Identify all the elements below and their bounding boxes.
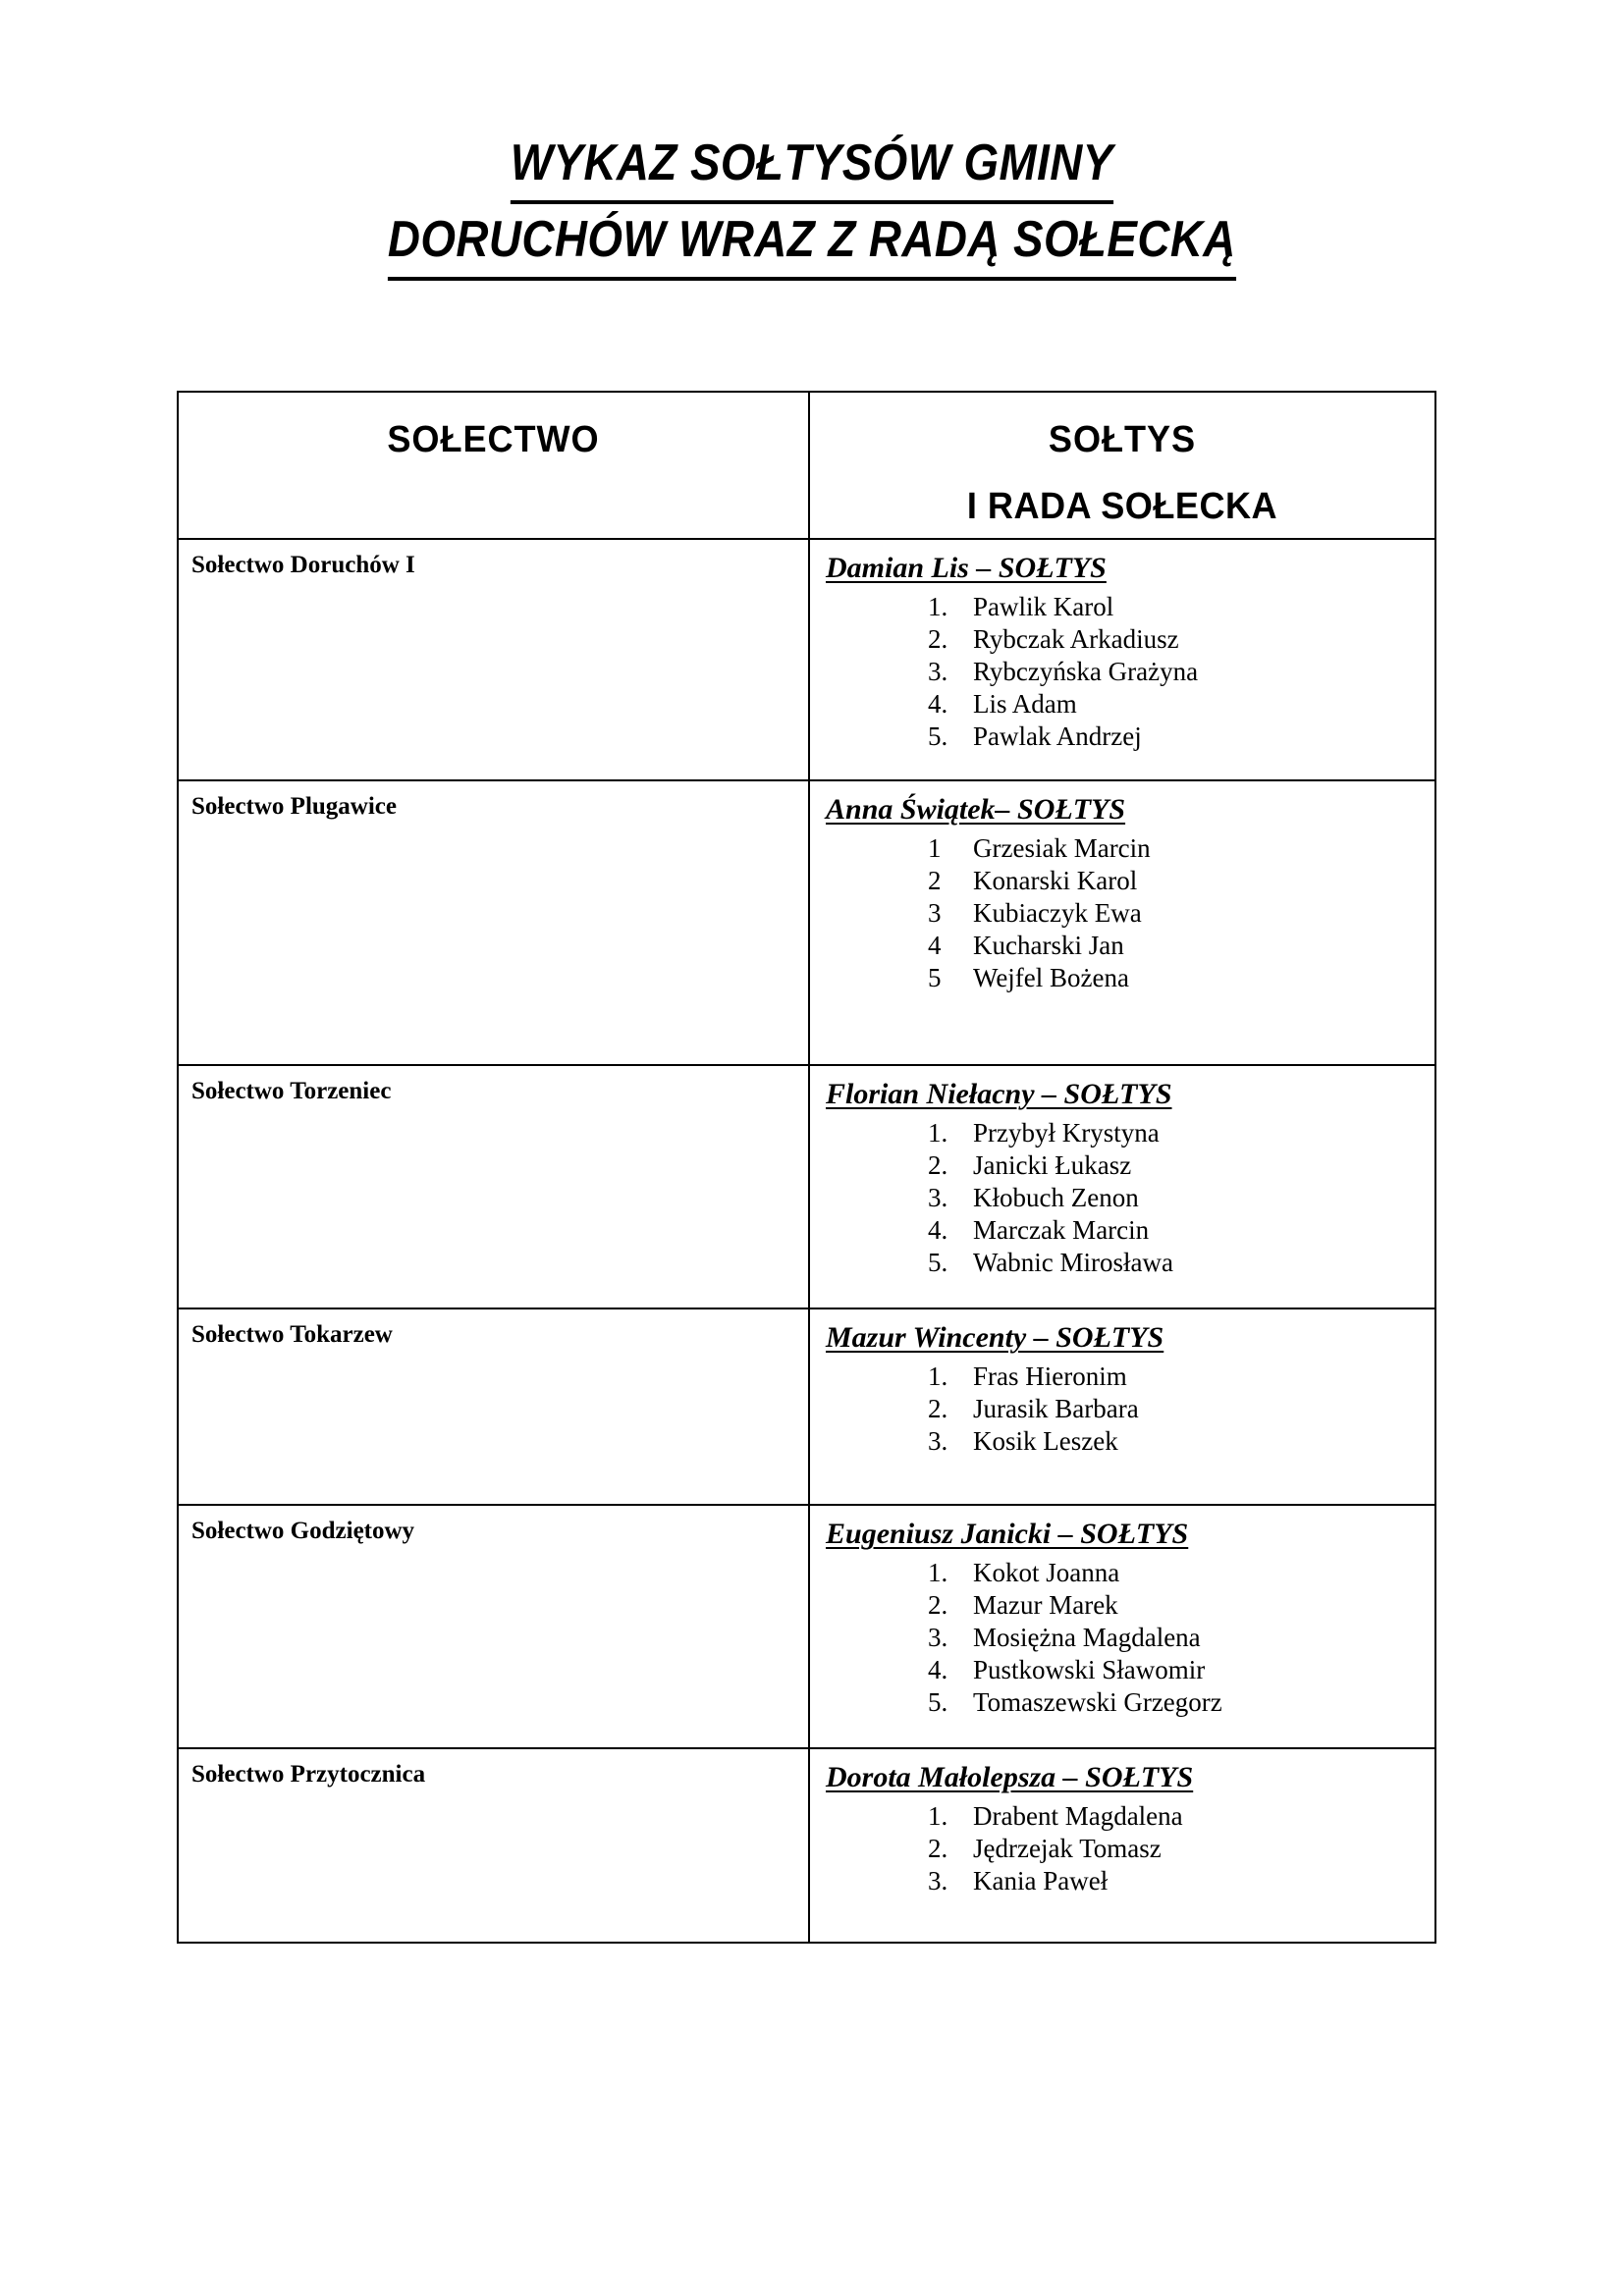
list-item (928, 591, 1434, 623)
list-item-name: Fras Hieronim (973, 1362, 1127, 1391)
soltys-block (810, 1309, 1434, 1471)
list-item-name: Kania Paweł (973, 1866, 1109, 1896)
list-item-number: 5. (928, 721, 948, 751)
list-item-name: Janicki Łukasz (973, 1150, 1132, 1180)
title-line-2 (0, 204, 1623, 281)
soltysi-table (177, 391, 1436, 1944)
list-item-number: 1 (928, 833, 942, 863)
list-item-name: Tomaszewski Grzegorz (973, 1687, 1222, 1717)
cell-soltys (809, 780, 1435, 1065)
header-label-solectwo: SOŁECTWO (387, 419, 600, 460)
solectwo-name: Sołectwo Torzeniec (191, 1078, 392, 1104)
rada-solecka-list (826, 1800, 1434, 1897)
list-item-number: 2. (928, 1394, 948, 1423)
header-label-rada-solecka: I RADA SOŁECKA (966, 486, 1278, 527)
solectwo-name: Sołectwo Przytocznica (191, 1761, 426, 1788)
list-item (928, 930, 1434, 962)
list-item-name: Kosik Leszek (973, 1426, 1118, 1456)
cell-soltys (809, 1308, 1435, 1505)
title-line-2-text: DORUCHÓW WRAZ Z RADĄ SOŁECKĄ (388, 204, 1236, 281)
list-item-number: 3. (928, 1183, 948, 1212)
list-item-name: Jurasik Barbara (973, 1394, 1139, 1423)
table-row (178, 780, 1435, 1065)
soltys-name: Mazur Wincenty – SOŁTYS (826, 1321, 1164, 1354)
rada-solecka-list (826, 1117, 1434, 1279)
list-item-number: 3. (928, 1623, 948, 1652)
list-item-name: Drabent Magdalena (973, 1801, 1183, 1831)
list-item (928, 1589, 1434, 1622)
list-item-number: 4. (928, 1655, 948, 1684)
list-item (928, 1425, 1434, 1458)
list-item (928, 688, 1434, 721)
list-item-name: Mazur Marek (973, 1590, 1118, 1620)
list-item (928, 1800, 1434, 1833)
solectwo-name: Sołectwo Doruchów I (191, 552, 415, 578)
list-item-number: 1. (928, 1801, 948, 1831)
list-item-number: 2. (928, 1590, 948, 1620)
rada-solecka-list (826, 591, 1434, 753)
table-row (178, 1065, 1435, 1308)
soltys-block (810, 781, 1434, 1008)
header-cell-solectwo (178, 392, 809, 539)
list-item-name: Rybczak Arkadiusz (973, 624, 1179, 654)
list-item (928, 1214, 1434, 1247)
soltys-name: Anna Świątek– SOŁTYS (826, 793, 1126, 826)
cell-solectwo (178, 539, 809, 780)
table-row (178, 1505, 1435, 1748)
soltys-block (810, 1749, 1434, 1911)
table-row (178, 1308, 1435, 1505)
list-item-name: Przybył Krystyna (973, 1118, 1160, 1148)
list-item-name: Rybczyńska Grażyna (973, 657, 1199, 686)
list-item (928, 623, 1434, 656)
soltys-block (810, 540, 1434, 767)
cell-soltys (809, 1065, 1435, 1308)
list-item (928, 865, 1434, 897)
cell-solectwo (178, 1308, 809, 1505)
soltys-name: Dorota Małolepsza – SOŁTYS (826, 1761, 1194, 1793)
cell-solectwo (178, 780, 809, 1065)
cell-solectwo (178, 1505, 809, 1748)
solectwo-name: Sołectwo Godziętowy (191, 1518, 415, 1544)
cell-solectwo (178, 1748, 809, 1943)
list-item-number: 1. (928, 1362, 948, 1391)
document-title (0, 128, 1623, 281)
list-item-name: Wabnic Mirosława (973, 1248, 1174, 1277)
list-item (928, 1654, 1434, 1686)
list-item-number: 1. (928, 1558, 948, 1587)
table-header-row (178, 392, 1435, 539)
list-item (928, 962, 1434, 994)
list-item-name: Pawlak Andrzej (973, 721, 1142, 751)
list-item-number: 2. (928, 1834, 948, 1863)
list-item (928, 832, 1434, 865)
list-item (928, 1686, 1434, 1719)
list-item-number: 3. (928, 1866, 948, 1896)
table-row (178, 539, 1435, 780)
list-item-name: Pawlik Karol (973, 592, 1114, 621)
list-item-number: 5. (928, 1687, 948, 1717)
list-item-number: 4 (928, 931, 942, 960)
list-item-name: Marczak Marcin (973, 1215, 1150, 1245)
list-item-number: 4. (928, 1215, 948, 1245)
list-item-name: Kłobuch Zenon (973, 1183, 1139, 1212)
list-item-number: 3. (928, 657, 948, 686)
list-item-number: 2 (928, 866, 942, 895)
title-line-1 (0, 128, 1623, 204)
list-item (928, 1622, 1434, 1654)
list-item (928, 1833, 1434, 1865)
list-item (928, 1117, 1434, 1149)
solectwo-name: Sołectwo Tokarzew (191, 1321, 393, 1348)
list-item-name: Konarski Karol (973, 866, 1138, 895)
list-item-number: 2. (928, 1150, 948, 1180)
list-item (928, 897, 1434, 930)
soltys-name: Eugeniusz Janicki – SOŁTYS (826, 1518, 1189, 1550)
cell-solectwo (178, 1065, 809, 1308)
list-item-number: 4. (928, 689, 948, 719)
list-item (928, 1247, 1434, 1279)
table-body (178, 392, 1435, 1943)
solectwo-name: Sołectwo Plugawice (191, 793, 397, 820)
list-item-number: 3 (928, 898, 942, 928)
list-item-name: Pustkowski Sławomir (973, 1655, 1206, 1684)
rada-solecka-list (826, 1361, 1434, 1458)
title-line-1-text: WYKAZ SOŁTYSÓW GMINY (511, 128, 1113, 204)
rada-solecka-list (826, 832, 1434, 994)
list-item-name: Kubiaczyk Ewa (973, 898, 1142, 928)
list-item-name: Kokot Joanna (973, 1558, 1120, 1587)
list-item (928, 656, 1434, 688)
list-item-name: Wejfel Bożena (973, 963, 1129, 992)
list-item (928, 1361, 1434, 1393)
header-label-soltys: SOŁTYS (1048, 419, 1197, 460)
header-cell-soltys (809, 392, 1435, 539)
list-item-number: 5. (928, 1248, 948, 1277)
list-item-name: Jędrzejak Tomasz (973, 1834, 1162, 1863)
rada-solecka-list (826, 1557, 1434, 1719)
list-item (928, 1149, 1434, 1182)
list-item-number: 5 (928, 963, 942, 992)
soltys-name: Damian Lis – SOŁTYS (826, 552, 1107, 584)
list-item (928, 1393, 1434, 1425)
list-item (928, 1865, 1434, 1897)
list-item-name: Mosiężna Magdalena (973, 1623, 1201, 1652)
soltys-name: Florian Niełacny – SOŁTYS (826, 1078, 1172, 1110)
list-item (928, 1182, 1434, 1214)
list-item-name: Kucharski Jan (973, 931, 1124, 960)
list-item-name: Grzesiak Marcin (973, 833, 1151, 863)
list-item-number: 1. (928, 592, 948, 621)
list-item-name: Lis Adam (973, 689, 1077, 719)
list-item-number: 2. (928, 624, 948, 654)
list-item-number: 3. (928, 1426, 948, 1456)
soltys-block (810, 1506, 1434, 1733)
table-row (178, 1748, 1435, 1943)
cell-soltys (809, 539, 1435, 780)
list-item-number: 1. (928, 1118, 948, 1148)
cell-soltys (809, 1748, 1435, 1943)
cell-soltys (809, 1505, 1435, 1748)
soltys-block (810, 1066, 1434, 1293)
list-item (928, 721, 1434, 753)
list-item (928, 1557, 1434, 1589)
